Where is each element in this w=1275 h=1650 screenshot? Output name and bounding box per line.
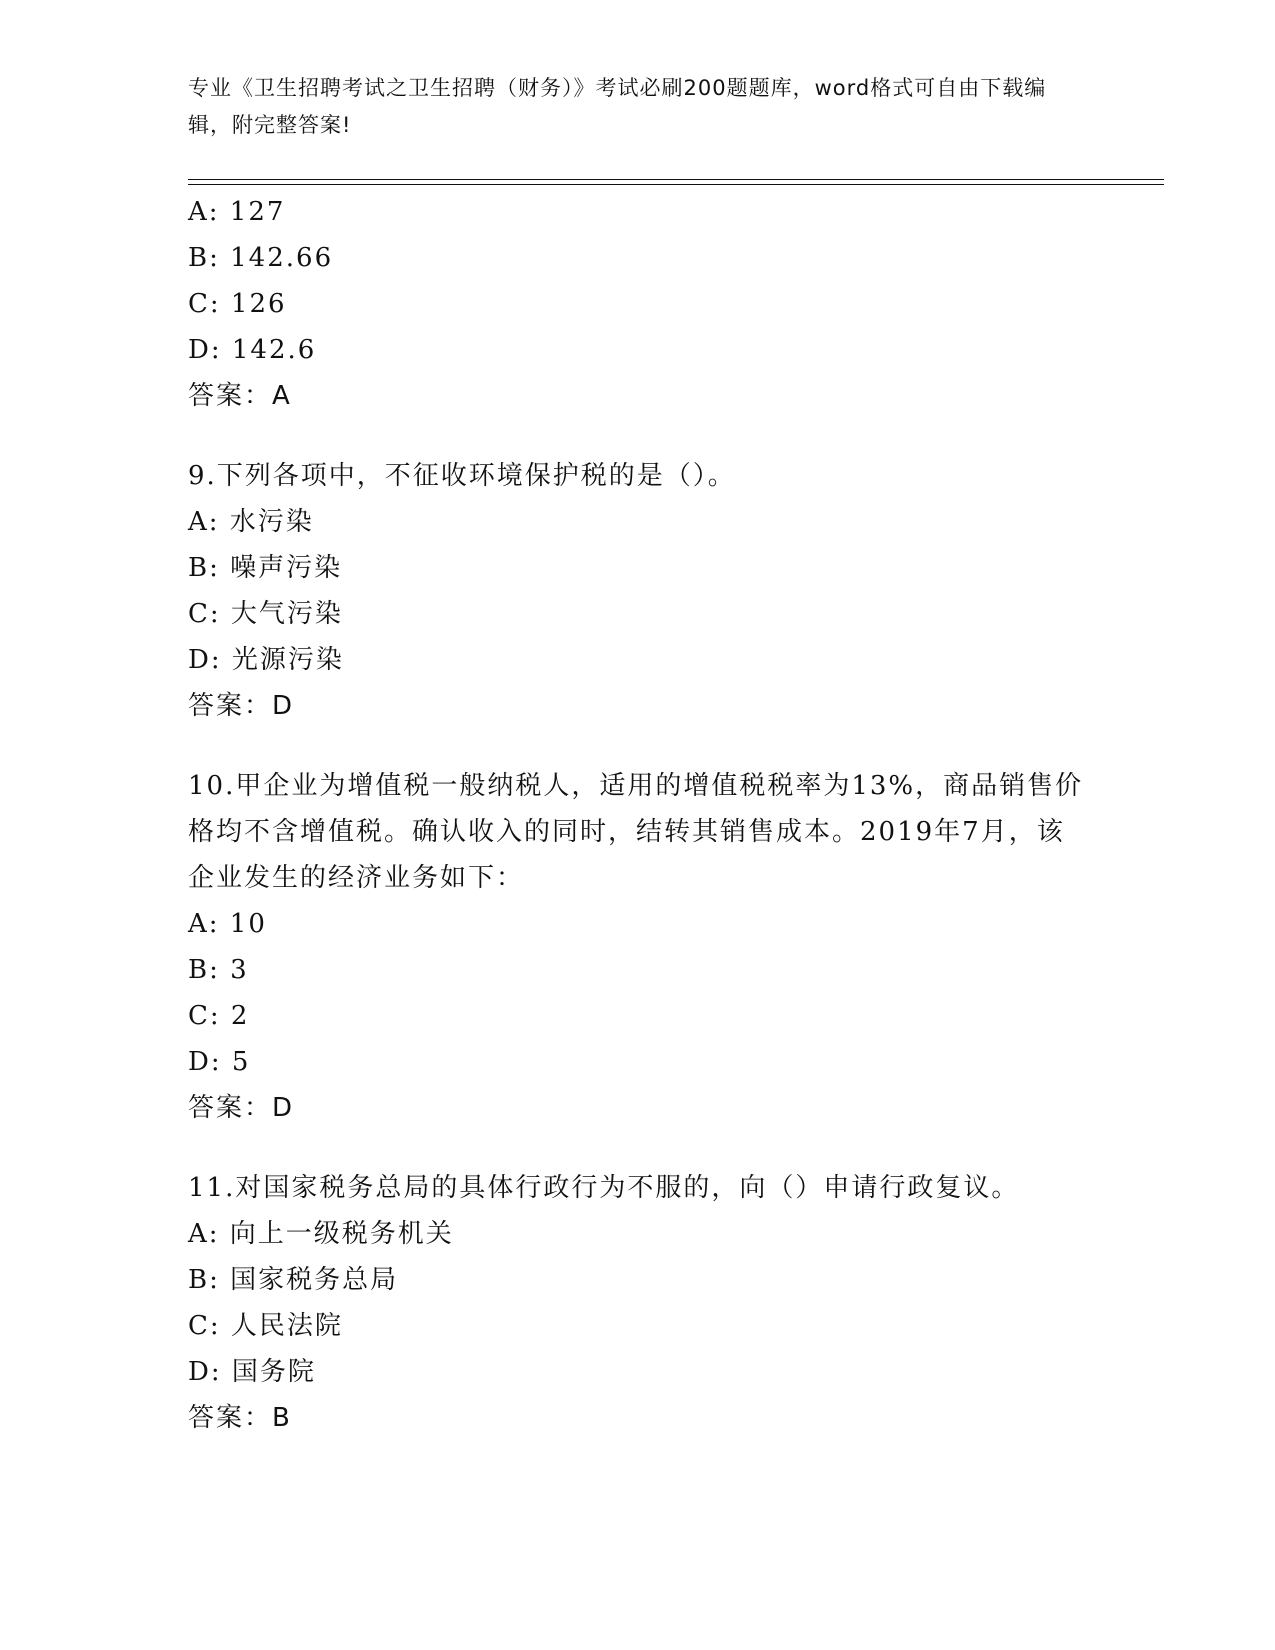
option-b: B: 3 [188,955,249,985]
option-b: B: 142.66 [188,243,334,273]
option-d: D: 国务院 [188,1357,316,1387]
question-list [188,189,1088,1441]
question-stem: 9.下列各项中，不征收环境保护税的是（）。 [188,461,736,491]
answer-line: 答案：D [188,691,295,721]
option-c: C: 2 [188,1001,250,1031]
option-b: B: 国家税务总局 [188,1265,399,1295]
header-rule-bottom [188,184,1164,185]
option-a: A: 10 [188,909,267,939]
spacer [188,1131,1088,1165]
spacer [188,729,1088,763]
option-b: B: 噪声污染 [188,553,343,583]
option-d: D: 光源污染 [188,645,344,675]
option-a: A: 127 [188,197,286,227]
option-d: D: 5 [188,1047,251,1077]
question-block-10 [188,763,1088,1131]
answer-line: 答案：A [188,381,292,411]
document-header: 专业《卫生招聘考试之卫生招聘（财务）》考试必刷200题题库，word格式可自由下载编辑，附完整答案! [188,76,1047,137]
option-c: C: 126 [188,289,287,319]
question-stem: 10.甲企业为增值税一般纳税人，适用的增值税税率为13%，商品销售价格均不含增值税。确认收入的同时，结转其销售成本。2019年7月，该企业发生的经济业务如下： [188,771,1084,893]
answer-line: 答案：D [188,1093,295,1123]
spacer [188,419,1088,453]
question-stem: 11.对国家税务总局的具体行政行为不服的，向（）申请行政复议。 [188,1173,1020,1203]
question-block-11 [188,1165,1088,1441]
header-rule-top [188,179,1164,180]
option-c: C: 大气污染 [188,599,343,629]
option-d: D: 142.6 [188,335,317,365]
question-block-9 [188,453,1088,729]
answer-line: 答案：B [188,1403,292,1433]
option-c: C: 人民法院 [188,1311,343,1341]
question-block-8 [188,189,1088,419]
option-a: A: 水污染 [188,507,314,537]
option-a: A: 向上一级税务机关 [188,1219,454,1249]
